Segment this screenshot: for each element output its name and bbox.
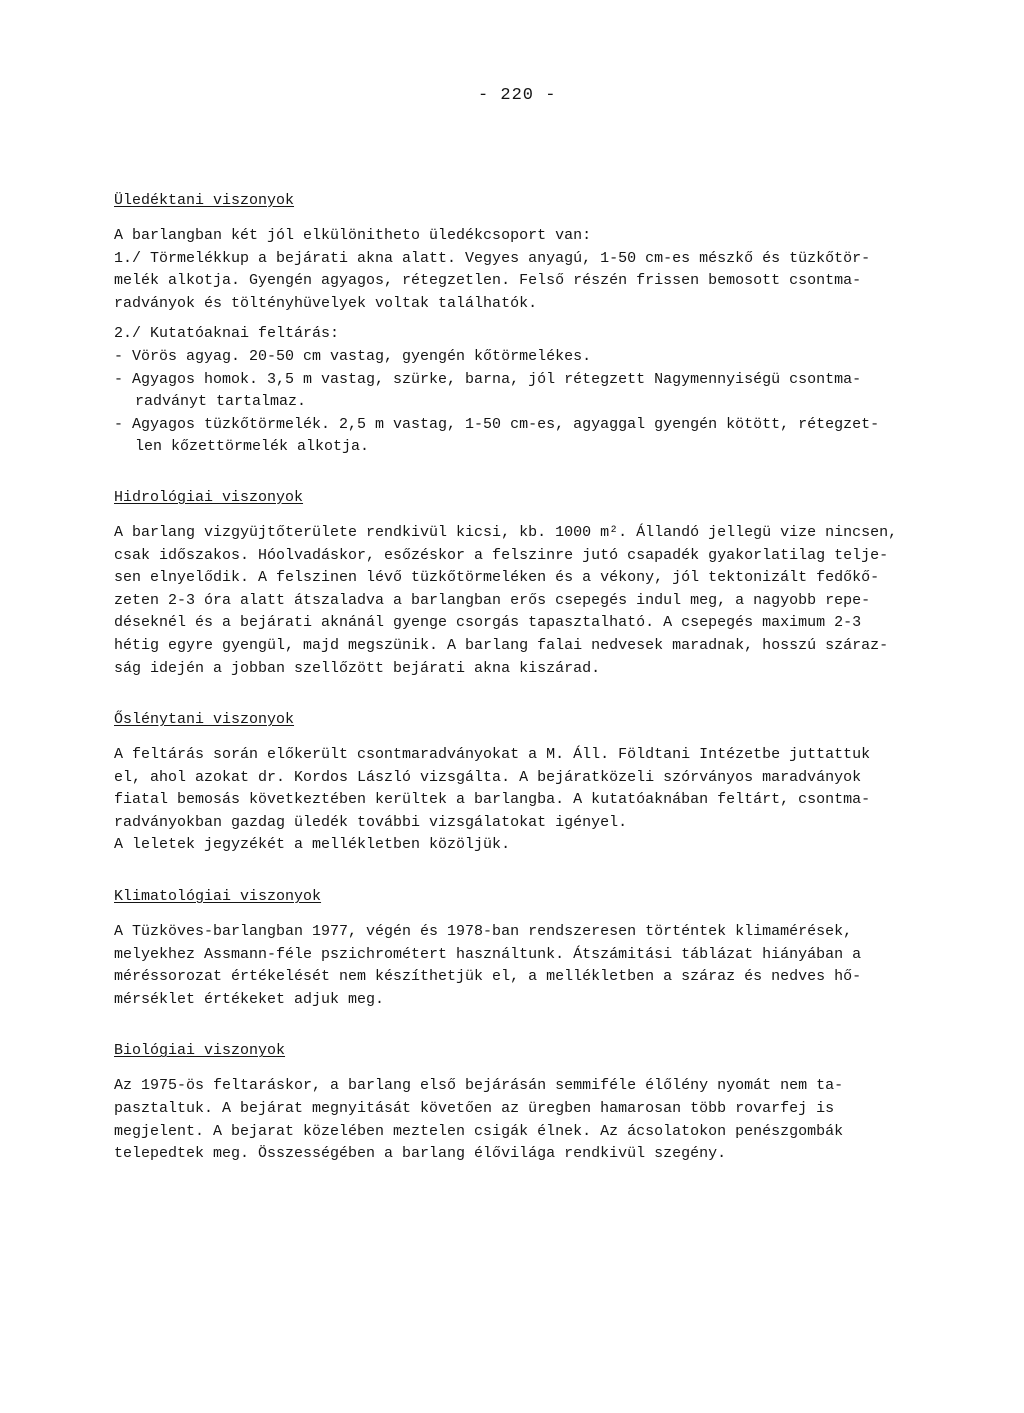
paragraph-line: radványt tartalmaz. [135,393,307,411]
paragraph-line: len kőzettörmelék alkotja. [135,438,370,456]
section-oslenytani [114,709,934,857]
paragraph-line: el, ahol azokat dr. Kordos László vizsgálta. A bejáratközeli szórványos maradványok [114,768,862,786]
section-heading: Biológiai viszonyok [114,1042,286,1060]
paragraph-line: mérséklet értékeket adjuk meg. [114,990,385,1008]
paragraph-line: telepedtek meg. Összességében a barlang élővilága rendkivül szegény. [114,1145,727,1163]
document-body [114,190,934,1166]
section-spacer [114,857,934,886]
section-hidrologiai [114,487,934,680]
paragraph-line: melék alkotja. Gyengén agyagos, rétegzetlen. Felső részén frissen bemosott csontma- [114,272,862,290]
paragraph-line: radványokban gazdag üledék további vizsgálatokat igényel. [114,813,628,831]
paragraph-line: ság idején a jobban szellőzött bejárati akna kiszárad. [114,659,601,677]
page-number: - 220 - [478,86,557,105]
paragraph-line: zeten 2-3 óra alatt átszaladva a barlangban erős csepegés indul meg, a nagyobb repe- [114,591,871,609]
paragraph-line: Az 1975-ös feltaráskor, a barlang első bejárásán semmiféle élőlény nyomát nem ta- [114,1077,844,1095]
paragraph-line: radványok és töltényhüvelyek voltak találhatók. [114,294,538,312]
section-heading: Őslénytani viszonyok [114,711,295,729]
paragraph-line: csak időszakos. Hóolvadáskor, esőzéskor a felszinre jutó csapadék gyakorlatilag telje- [114,546,889,564]
paragraph-line: megjelent. A bejarat közelében meztelen csigák élnek. Az ácsolatokon penészgombák [114,1122,844,1140]
list-item-line: - Agyagos homok. 3,5 m vastag, szürke, barna, jól rétegzett Nagymennyiségü csontma- [114,370,862,388]
list-item-line: 1./ Törmelékkup a bejárati akna alatt. Vegyes anyagú, 1-50 cm-es mészkő és tüzkőtör- [114,249,871,267]
list-item-line: - Vörös agyag. 20-50 cm vastag, gyengén kőtörmelékes. [114,347,592,365]
section-heading: Hidrológiai viszonyok [114,488,304,506]
paragraph-line: melyekhez Assmann-féle pszichrométert használtunk. Átszámitási táblázat hiányában a [114,945,862,963]
paragraph-line: A barlang vizgyüjtőterülete rendkivül kicsi, kb. 1000 m². Állandó jellegü vize nincsen, [114,523,898,541]
paragraph-line: fiatal bemosás következtében kerültek a barlangba. A kutatóaknában feltárt, csontma- [114,791,871,809]
section-heading: Üledéktani viszonyok [114,192,295,209]
section-spacer [114,1011,934,1040]
paragraph-line: déseknél és a bejárati aknánál gyenge csorgás tapasztalható. A csepegés maximum 2-3 [114,614,862,632]
section-heading: Klimatológiai viszonyok [114,888,322,906]
list-item-line: - Agyagos tüzkőtörmelék. 2,5 m vastag, 1-50 cm-es, agyaggal gyengén kötött, rétegzet- [114,415,880,433]
section-uledektani [114,190,934,459]
paragraph-line: sen elnyelődik. A felszinen lévő tüzkőtörmeléken és a vékony, jól tektonizált fedőkő- [114,569,880,587]
paragraph-line: A leletek jegyzékét a mellékletben közöljük. [114,836,511,854]
paragraph-line: A barlangban két jól elkülönitheto üledékcsoport van: [114,227,592,244]
paragraph-line: A Tüzköves-barlangban 1977, végén és 1978-ban rendszeresen történtek klimamérések, [114,923,853,941]
paragraph-line: pasztaltuk. A bejárat megnyitását követően az üregben hamarosan több rovarfej is [114,1100,835,1118]
paragraph-line: A feltárás során előkerült csontmaradványokat a M. Áll. Földtani Intézetbe juttattuk [114,746,871,764]
section-biologiai [114,1040,934,1165]
list-item-line: 2./ Kutatóaknai feltárás: [114,325,340,343]
section-klimatologiai [114,886,934,1011]
section-spacer [114,459,934,487]
section-spacer [114,680,934,709]
paragraph-line: méréssorozat értékelését nem készíthetjük el, a mellékletben a száraz és nedves hő- [114,968,862,986]
paragraph-line: hétig egyre gyengül, majd megszünik. A barlang falai nedvesek maradnak, hosszú száraz- [114,636,889,654]
